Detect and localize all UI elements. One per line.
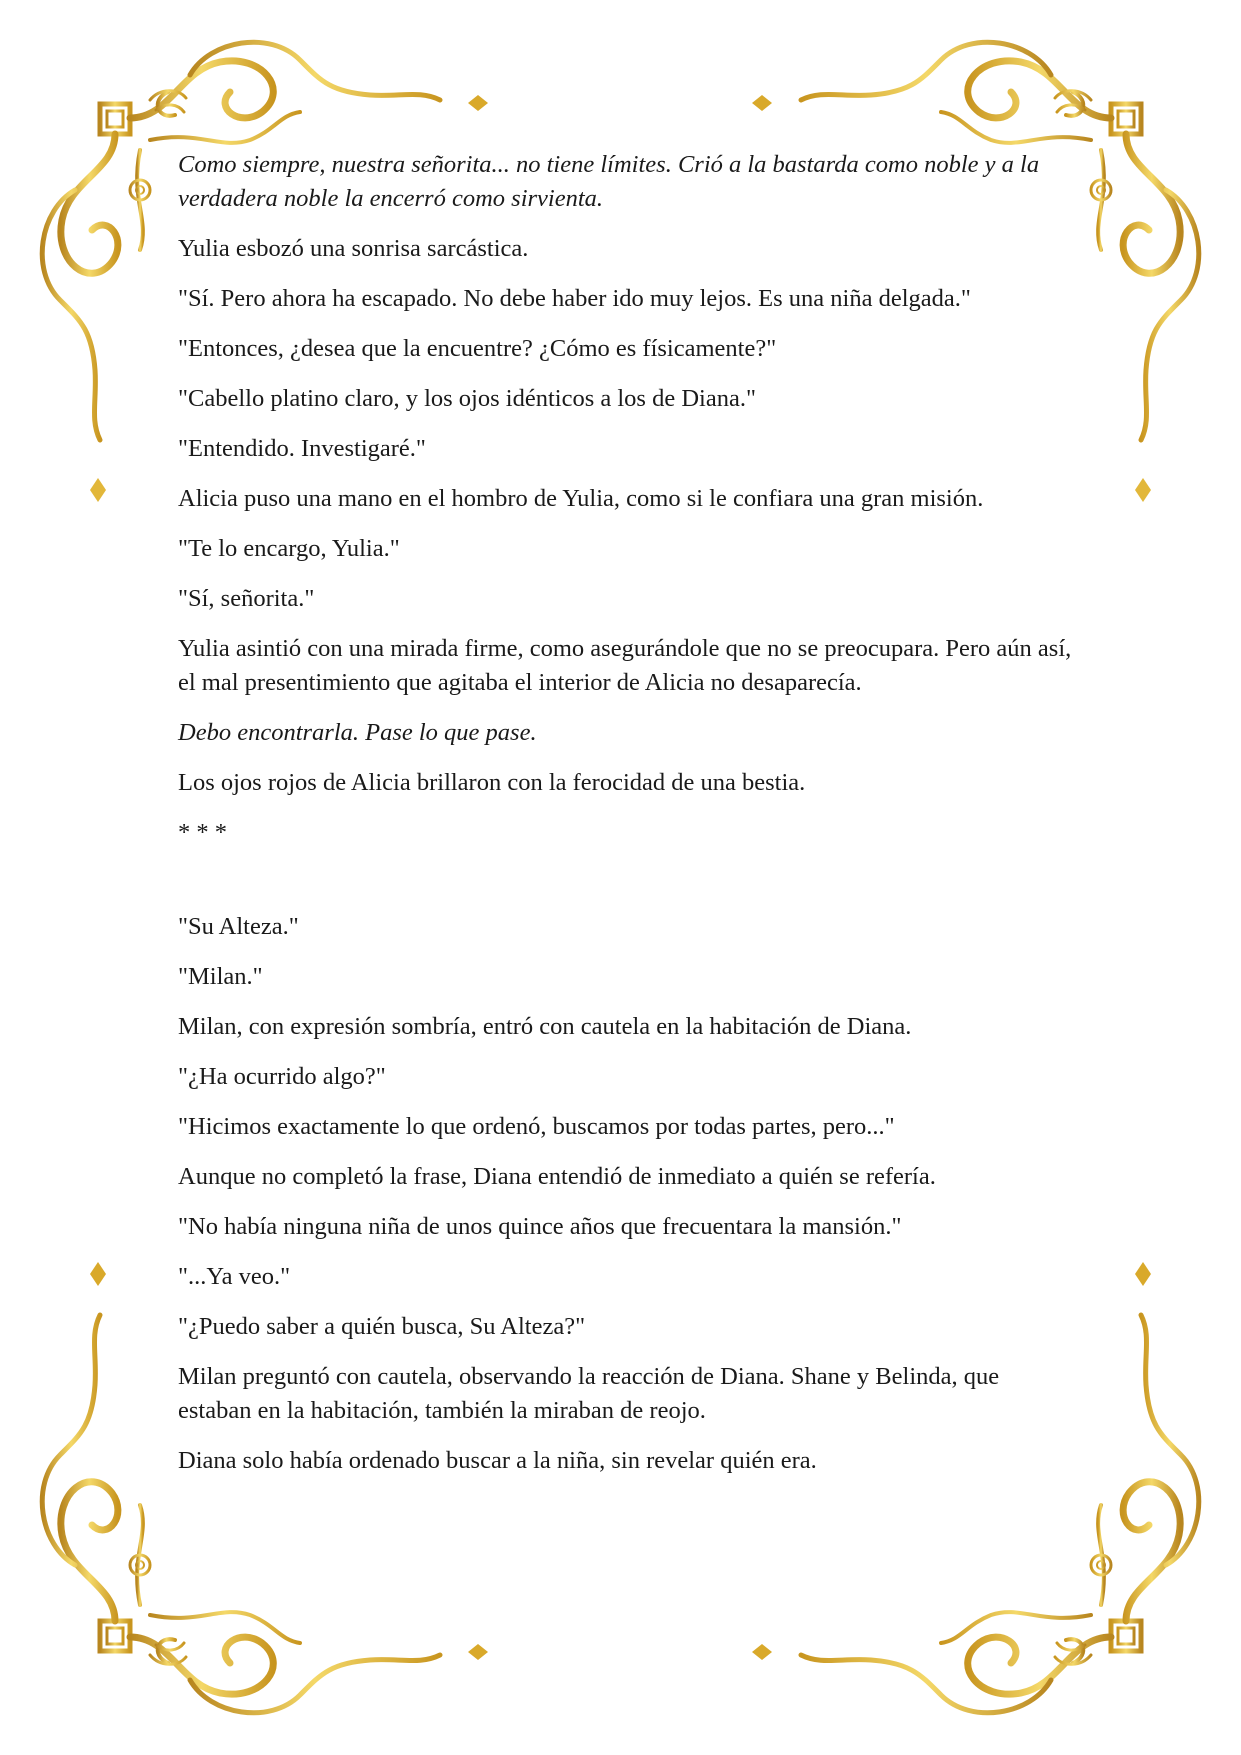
- paragraph: "Sí. Pero ahora ha escapado. No debe haber ido muy lejos. Es una niña delgada.": [178, 285, 971, 312]
- paragraph: Aunque no completó la frase, Diana entendió de inmediato a quién se refería.: [178, 1163, 936, 1190]
- top-border: [445, 95, 800, 111]
- page-text: [178, 148, 1078, 1494]
- paragraph: "Cabello platino claro, y los ojos idénticos a los de Diana.": [178, 385, 756, 412]
- right-border: [1135, 478, 1151, 1286]
- paragraph: Yulia asintió con una mirada firme, como asegurándole que no se preocupara. Pero aún así, el mal presentimiento que agitaba el interior de Alicia no desaparecía.: [178, 635, 1072, 696]
- paragraph: Alicia puso una mano en el hombro de Yulia, como si le confiara una gran misión.: [178, 485, 984, 512]
- paragraph: Milan preguntó con cautela, observando la reacción de Diana. Shane y Belinda, que estaban en la habitación, también la miraban de reojo.: [178, 1363, 1000, 1424]
- paragraph: "Hicimos exactamente lo que ordenó, buscamos por todas partes, pero...": [178, 1113, 895, 1140]
- paragraph: "...Ya veo.": [178, 1263, 291, 1290]
- left-border: [90, 478, 106, 1286]
- paragraph: Diana solo había ordenado buscar a la niña, sin revelar quién era.: [178, 1447, 817, 1474]
- paragraph: "Sí, señorita.": [178, 585, 315, 612]
- paragraph: "Entonces, ¿desea que la encuentre? ¿Cómo es físicamente?": [178, 335, 777, 362]
- bottom-border: [445, 1644, 772, 1660]
- paragraph: Milan, con expresión sombría, entró con cautela en la habitación de Diana.: [178, 1013, 912, 1040]
- paragraph: "Entendido. Investigaré.": [178, 435, 426, 462]
- paragraph: Como siempre, nuestra señorita... no tiene límites. Crió a la bastarda como noble y a la verdadera noble la encerró como sirvienta.: [178, 151, 1040, 212]
- paragraph: Debo encontrarla. Pase lo que pase.: [178, 719, 537, 746]
- paragraph: "Te lo encargo, Yulia.": [178, 535, 400, 562]
- paragraph: Los ojos rojos de Alicia brillaron con la ferocidad de una bestia.: [178, 769, 806, 796]
- paragraph: "¿Ha ocurrido algo?": [178, 1063, 386, 1090]
- paragraph: "¿Puedo saber a quién busca, Su Alteza?": [178, 1313, 586, 1340]
- scene-break: * * *: [178, 819, 227, 846]
- paragraph: "No había ninguna niña de unos quince años que frecuentara la mansión.": [178, 1213, 902, 1240]
- paragraph: "Su Alteza.": [178, 913, 299, 940]
- paragraph: "Milan.": [178, 963, 263, 990]
- paragraph: Yulia esbozó una sonrisa sarcástica.: [178, 235, 529, 262]
